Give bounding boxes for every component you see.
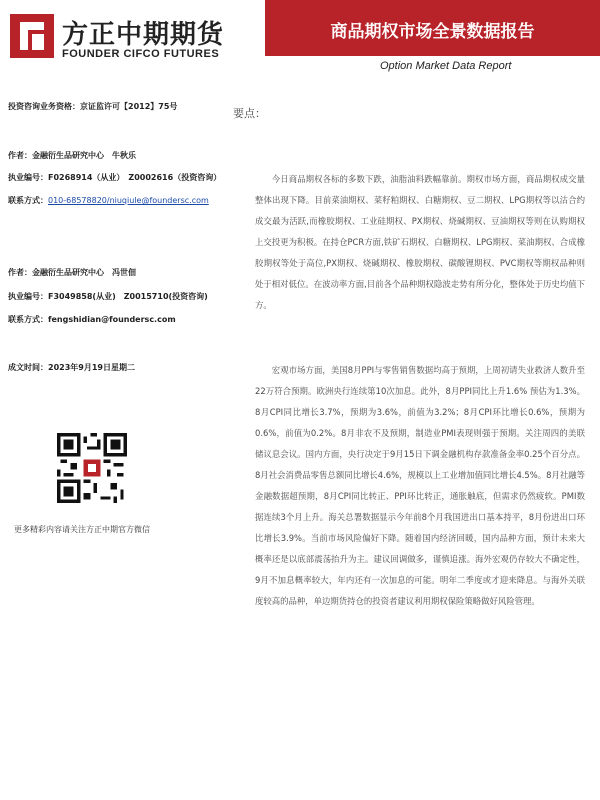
report-date: 成文时间：2023年9月19日星期二 — [8, 363, 135, 372]
license-line: 投资咨询业务资格：京证监许可【2012】75号 — [8, 102, 178, 111]
brand-name-en: FOUNDER CIFCO FUTURES — [62, 48, 220, 60]
report-title-en: Option Market Data Report — [380, 60, 512, 72]
author1-cert: 执业编号：F0268914（从业） Z0002616（投资咨询） — [8, 173, 222, 182]
author1-name: 作者：金融衍生品研究中心 牛秋乐 — [8, 151, 136, 160]
author1-contact-label: 联系方式： — [8, 196, 48, 205]
wechat-qr-code-icon — [57, 433, 127, 503]
report-header — [0, 0, 600, 85]
author1-contact — [8, 195, 209, 206]
key-point-paragraph: 今日商品期权各标的多数下跌，油脂油料跌幅靠前。期权市场方面，商品期权成交量整体出现下降。目前菜油期权、菜籽粕期权、白糖期权、豆二期权、LPG期权等以沽合约成交最为活跃,而橡胶期权、工业硅期权、PX期权、烧碱期权、豆油期权等则在认购期权上交投更为积极。在持仓PCR方面,铁矿石期权、白糖期权、LPG期权、菜油期权、合成橡胶期权等处于高位,PX期权、烧碱期权、橡胶期权、碳酸锂期权、PVC期权等期权品种则处于相对低位。在波动率方面,目前各个品种期权隐波走势有所分化，整体处于历史均值下方。 — [255, 174, 585, 310]
author2-name: 作者：金融衍生品研究中心 冯世佃 — [8, 268, 136, 277]
report-title-cn: 商品期权市场全景数据报告 — [330, 22, 535, 42]
founder-logo-icon — [10, 14, 54, 58]
key-points-heading: 要点： — [233, 107, 266, 120]
author2-contact: 联系方式：fengshidian@foundersc.com — [8, 315, 176, 324]
author1-contact-link[interactable]: 010-68578820/niuqiule@foundersc.com — [48, 196, 209, 205]
key-point-paragraph: 宏观市场方面，美国8月PPI与零售销售数据均高于预期，上周初请失业救济人数升至22万符合预期。欧洲央行连续第10次加息。此外，8月PPI同比上升1.6% 预估为1.3%。8月CPI同比增长3.7%，预期为3.6%，前值为3.2%；8月CPI环比增长0.6%，预期为0.6%，前值为0.2%。8月非农不及预期，制造业PMI表现则强于预期。关注周四的美联储议息会议。国内方面，央行决定于9月15日下调金融机构存款准备金率0.25个百分点。8月社会消费品零售总额同比增长4.6%，规模以上工业增加值同比增长4.5%。8月社融等金融数据超预期，8月CPI同比转正、PPI环比转正，通胀触底，但需求仍然疲软。PMI数据连续3个月上升。海关总署数据显示今年前8个月我国进出口基本持平，8月份进出口环比增长3.9%。当前市场风险偏好下降。随着国内经济回暖，国内品种方面，预计未来大概率还是以底部震荡抬升为主。建议回调做多，谨慎追涨。海外宏观仍存较大不确定性，9月不加息概率较大，年内还有一次加息的可能。明年二季度或才迎来降息。与海外关联度较高的品种，单边期货持仓的投资者建议利用期权保险策略做好风险管理。 — [255, 365, 585, 606]
report-title-bar — [265, 0, 600, 56]
brand-name-cn: 方正中期期货 — [62, 20, 225, 50]
author2-cert: 执业编号：F3049858(从业) Z0015710(投资咨询) — [8, 292, 208, 301]
qr-caption: 更多精彩内容请关注方正中期官方微信 — [14, 525, 150, 534]
